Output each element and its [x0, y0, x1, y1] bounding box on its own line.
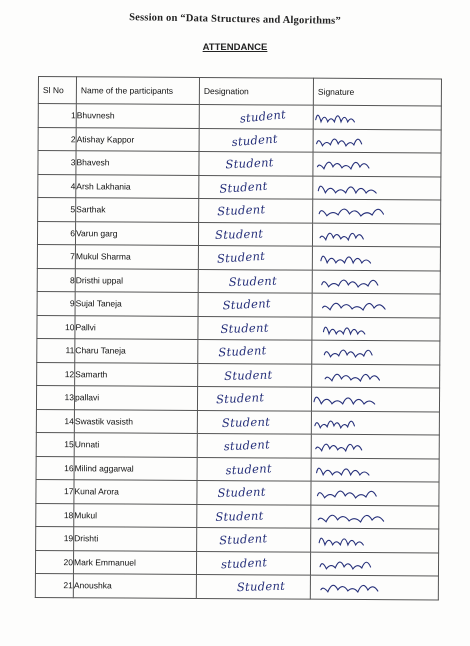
designation-cell	[199, 104, 313, 128]
row-sl-no: 17	[36, 479, 74, 503]
handwritten-designation: Student	[215, 508, 264, 524]
signature-cell	[311, 411, 439, 435]
signature-cell	[313, 152, 441, 176]
table-row	[38, 151, 441, 177]
table-row	[37, 338, 440, 364]
handwritten-designation: Student	[220, 320, 269, 336]
handwritten-signature	[315, 484, 387, 500]
handwritten-designation: Student	[216, 202, 266, 219]
signature-cell	[313, 199, 441, 223]
table-row	[35, 550, 438, 576]
handwritten-designation: Student	[218, 178, 268, 196]
participant-name: Bhavesh	[76, 151, 199, 175]
table-row	[38, 198, 441, 224]
designation-cell	[198, 292, 312, 316]
handwritten-designation: Student	[225, 155, 274, 172]
handwritten-signature	[316, 178, 387, 194]
row-sl-no: 6	[37, 221, 75, 245]
handwritten-signature	[317, 202, 395, 218]
participant-name: Drishti	[74, 527, 197, 551]
handwritten-designation: Student	[217, 484, 266, 501]
designation-cell	[196, 574, 310, 598]
signature-cell	[310, 552, 438, 576]
row-sl-no: 10	[37, 315, 75, 339]
handwritten-signature	[317, 531, 373, 547]
designation-cell	[198, 222, 312, 246]
handwritten-designation: Student	[216, 248, 266, 267]
table-row	[36, 526, 439, 552]
row-sl-no: 2	[38, 127, 76, 151]
signature-cell	[312, 293, 440, 317]
signature-cell	[312, 246, 440, 270]
designation-cell	[197, 386, 311, 410]
handwritten-designation: Student	[218, 531, 268, 548]
signature-cell	[311, 387, 439, 411]
table-row	[37, 362, 440, 388]
signature-cell	[311, 528, 439, 552]
handwritten-signature	[316, 507, 395, 523]
participant-name: Unnati	[74, 433, 197, 457]
handwritten-designation: student	[225, 460, 273, 478]
participant-name: Charu Taneja	[75, 339, 198, 363]
header-name: Name of the participants	[76, 77, 199, 105]
signature-cell	[310, 575, 438, 599]
designation-cell	[197, 410, 311, 434]
table-row	[36, 409, 439, 435]
handwritten-signature	[314, 108, 364, 124]
handwritten-designation: Student	[218, 343, 267, 360]
handwritten-signature	[321, 296, 397, 312]
table-row	[36, 479, 439, 505]
designation-cell	[198, 363, 312, 387]
handwritten-designation: Student	[215, 390, 265, 407]
handwritten-signature	[322, 343, 382, 359]
designation-cell	[197, 504, 311, 528]
row-sl-no: 3	[38, 151, 76, 175]
participant-name: Atishay Kappor	[76, 127, 199, 151]
signature-cell	[311, 458, 439, 482]
participant-name: Dristhi uppal	[75, 268, 198, 292]
participant-name: Samarth	[75, 362, 198, 386]
designation-cell	[198, 269, 312, 293]
participant-name: pallavi	[74, 386, 197, 410]
table-row	[37, 315, 440, 341]
handwritten-signature	[313, 413, 364, 429]
designation-cell	[197, 433, 311, 457]
row-sl-no: 14	[36, 409, 74, 433]
handwritten-designation: Student	[236, 578, 286, 595]
header-designation: Designation	[199, 77, 313, 105]
participant-name: Mark Emmanuel	[73, 550, 196, 574]
handwritten-designation: student	[239, 107, 287, 126]
designation-cell	[198, 339, 312, 363]
handwritten-designation: Student	[214, 226, 264, 242]
handwritten-signature	[319, 578, 389, 594]
row-sl-no: 1	[38, 104, 76, 128]
handwritten-signature	[312, 390, 386, 406]
designation-cell	[198, 316, 312, 340]
row-sl-no: 12	[37, 362, 75, 386]
table-row	[38, 104, 441, 130]
table-row	[38, 174, 441, 200]
handwritten-signature	[323, 366, 390, 382]
signature-cell	[312, 340, 440, 364]
participant-name: Milind aggarwal	[74, 456, 197, 480]
row-sl-no: 18	[36, 503, 74, 527]
handwritten-signature	[319, 249, 381, 265]
designation-cell	[199, 128, 313, 152]
table-row	[36, 385, 439, 411]
table-row	[38, 127, 441, 153]
row-sl-no: 4	[38, 174, 76, 198]
participant-name: Kunal Arora	[74, 480, 197, 504]
handwritten-signature	[315, 131, 372, 147]
attendance-heading-text: ATTENDANCE	[202, 42, 268, 53]
participant-name: Pallvi	[75, 315, 198, 339]
row-sl-no: 19	[36, 526, 74, 550]
participant-name: Bhuvnesh	[76, 104, 199, 128]
handwritten-designation: student	[223, 437, 271, 454]
row-sl-no: 8	[37, 268, 75, 292]
designation-cell	[197, 527, 311, 551]
row-sl-no: 21	[35, 573, 73, 597]
row-sl-no: 7	[37, 244, 75, 268]
handwritten-signature	[320, 272, 389, 288]
table-row	[36, 503, 439, 529]
row-sl-no: 16	[36, 456, 74, 480]
handwritten-signature	[315, 155, 379, 171]
designation-cell	[196, 551, 310, 575]
signature-cell	[312, 364, 440, 388]
handwritten-signature	[318, 225, 373, 241]
signature-cell	[311, 481, 439, 505]
handwritten-designation: Student	[222, 296, 272, 313]
signature-cell	[312, 270, 440, 294]
table-row	[36, 456, 439, 482]
handwritten-signature	[321, 319, 374, 335]
row-sl-no: 11	[37, 338, 75, 362]
table-row	[37, 221, 440, 247]
header-sl-no: Sl No	[38, 77, 76, 104]
participant-name: Mukul	[74, 503, 197, 527]
designation-cell	[199, 175, 313, 199]
handwritten-designation: Student	[221, 414, 271, 430]
signature-cell	[313, 105, 441, 129]
table-row	[35, 573, 438, 599]
attendance-table	[35, 76, 442, 600]
table-body	[35, 104, 441, 600]
row-sl-no: 5	[38, 198, 76, 222]
signature-cell	[312, 317, 440, 341]
designation-cell	[199, 151, 313, 175]
handwritten-signature	[318, 554, 381, 570]
signature-cell	[312, 223, 440, 247]
participant-name: Varun garg	[75, 221, 198, 245]
participant-name: Sujal Taneja	[75, 292, 198, 316]
row-sl-no: 20	[35, 550, 73, 574]
participant-name: Arsh Lakhania	[76, 174, 199, 198]
designation-cell	[198, 245, 312, 269]
table-row	[37, 244, 440, 270]
handwritten-designation: Student	[223, 367, 273, 383]
participant-name: Mukul Sharma	[75, 245, 198, 269]
signature-cell	[313, 129, 441, 153]
handwritten-designation: Student	[228, 273, 278, 289]
signature-cell	[311, 434, 439, 458]
attendance-heading	[0, 42, 470, 53]
signature-cell	[311, 505, 439, 529]
handwritten-designation: student	[220, 554, 268, 572]
participant-name: Sarthak	[76, 198, 199, 222]
participant-name: Swastik vasisth	[74, 409, 197, 433]
table-header-row	[38, 77, 441, 106]
row-sl-no: 15	[36, 432, 74, 456]
table-row	[37, 291, 440, 317]
handwritten-signature	[315, 460, 380, 476]
handwritten-signature	[314, 437, 372, 453]
table-row	[37, 268, 440, 294]
header-signature: Signature	[313, 78, 441, 106]
row-sl-no: 9	[37, 291, 75, 315]
participant-name: Anoushka	[73, 574, 196, 598]
session-title: Session on “Data Structures and Algorithms”	[129, 12, 341, 27]
signature-cell	[313, 176, 441, 200]
designation-cell	[197, 457, 311, 481]
row-sl-no: 13	[36, 385, 74, 409]
designation-cell	[197, 480, 311, 504]
designation-cell	[199, 198, 313, 222]
table-row	[36, 432, 439, 458]
handwritten-designation: student	[231, 131, 279, 149]
